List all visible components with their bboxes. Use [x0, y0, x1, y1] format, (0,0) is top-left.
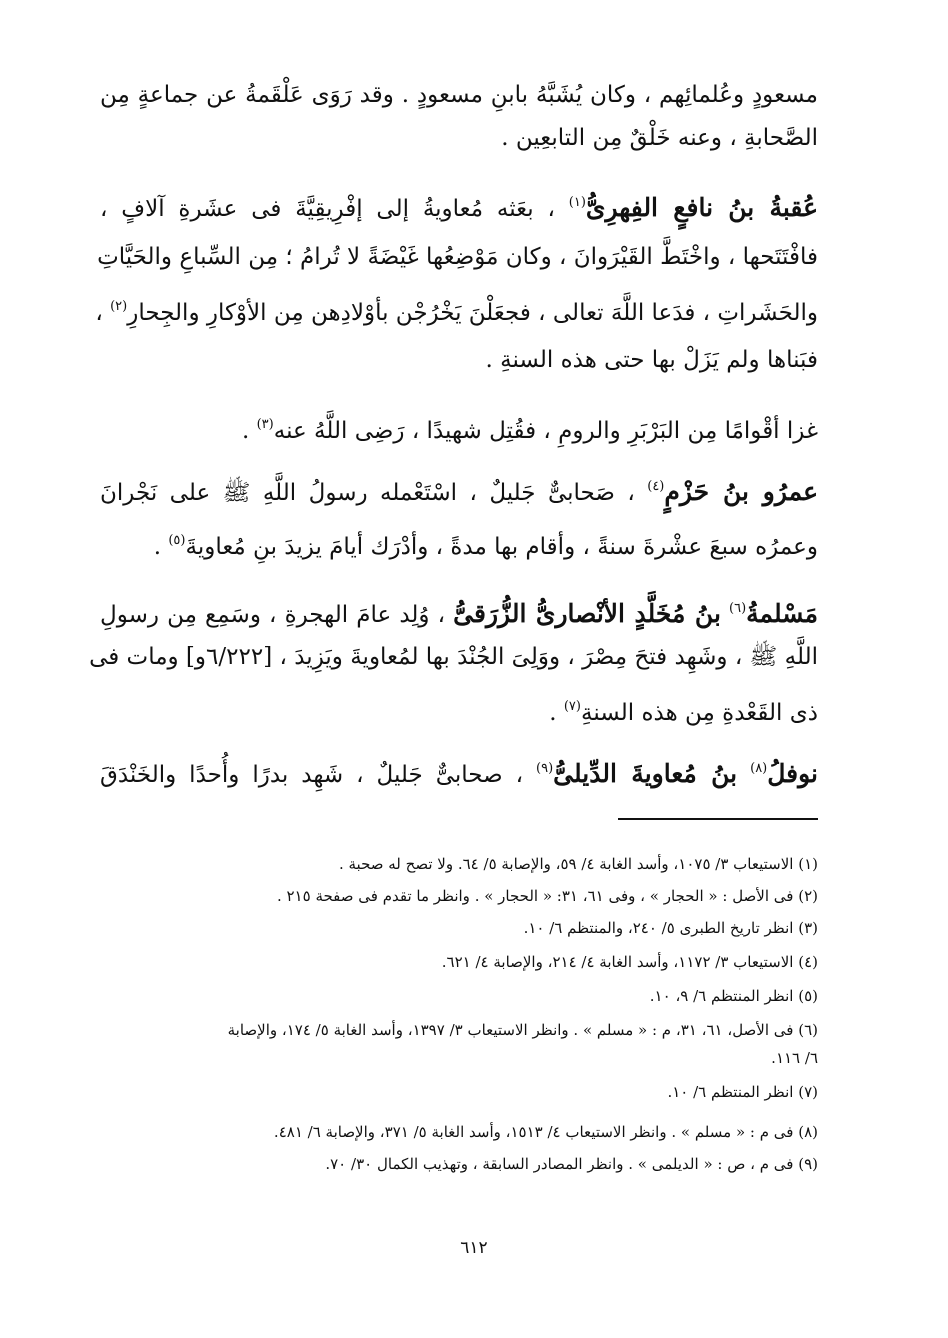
footnote-1: (١) الاستيعاب ٣/ ١٠٧٥، وأسد الغابة ٤/ ٥٩، والإصابة ٥/ ٦٤. ولا تصح له صحبة . — [338, 855, 818, 873]
footnote-ref-8: (٨) — [750, 761, 768, 776]
footnote-ref-3: (٣) — [256, 417, 274, 432]
footnote-6: (٦) فى الأصل، ٦١، ٣١، م : « مسلم » . وانظر الاستيعاب ٣/ ١٣٩٧، وأسد الغابة ٥/ ١٧٤، والإصابة — [227, 1021, 818, 1039]
footnote-ref-2: (٢) — [110, 299, 128, 314]
footnote-ref-7: (٧) — [563, 699, 581, 714]
entry-amr-line-1: عمرُو بنُ حَزْمٍ$^{(٤)}$ ، صَحابىٌّ جَليلٌ ، اسْتَعْمله رسولُ اللَّهِ ﷺ على نَجْرانَ — [100, 477, 819, 506]
text-line-7: غزا أقْوامًا مِن البَرْبَرِ والرومِ ، فقُتِل شهيدًا ، رَضِى اللَّهُ عنه$^{(٣)}$ . — [241, 417, 818, 444]
entry-name-uqba: عُقبةُ بنُ نافعٍ الفِهرِىُّ — [585, 193, 818, 222]
entry-uqba-line-4: فبَناها ولم يَزَلْ بها حتى هذه السنةِ . — [485, 347, 818, 373]
footnote-6-continued: ٦/ ١١٦. — [771, 1049, 818, 1067]
footnote-ref-1: (١) — [568, 195, 586, 210]
entry-uqba-line-1: عُقبةُ بنُ نافعٍ الفِهرِىُّ$^{(١)}$ ، بعَثه مُعاويةُ إلى إفْرِيقِيَّةَ فى عشَرةِ آلافٍ ، — [100, 193, 818, 222]
entry-name-maslama-b: بنُ مُخَلَّدٍ الأنْصارىُّ الزُّرَقىُّ — [453, 599, 721, 628]
footnote-ref-6: (٦) — [729, 601, 747, 616]
entry-maslama-line-1: مَسْلمةُ$^{(٦)}$ بنُ مُخَلَّدٍ الأنْصارىُّ الزُّرَقىُّ ، وُلِد عامَ الهجرةِ ، وسَمِع مِن رسولِ — [100, 599, 818, 628]
footnote-3: (٣) انظر تاريخ الطبرى ٥/ ٢٤٠، والمنتظم ٦/ ١٠. — [523, 919, 818, 937]
text-line-1: مسعودٍ وعُلمائِهم ، وكان يُشَبَّهُ بابنِ مسعودٍ . وقد رَوَى عَلْقَمةُ عن جماعةٍ مِن — [100, 82, 818, 108]
footnote-5: (٥) انظر المنتظم ٦/ ٩، ١٠. — [649, 987, 818, 1005]
footnote-7: (٧) انظر المنتظم ٦/ ١٠. — [667, 1083, 818, 1101]
entry-name-nawfal-a: نوفلُ — [767, 759, 819, 788]
entry-name-nawfal-b: بنُ مُعاويةَ الدِّيلىُّ — [553, 759, 738, 788]
entry-name-maslama-a: مَسْلمةُ — [746, 599, 818, 628]
footnote-ref-4: (٤) — [647, 479, 665, 494]
footnote-ref-9: (٩) — [536, 761, 554, 776]
footnote-8: (٨) فى م : « مسلم » . وانظر الاستيعاب ٤/ ١٥١٣، وأسد الغابة ٥/ ٣٧١، والإصابة ٦/ ٤٨١. — [273, 1123, 818, 1141]
footnote-4: (٤) الاستيعاب ٣/ ١١٧٢، وأسد الغابة ٤/ ٢١٤، والإصابة ٤/ ٦٢١. — [441, 953, 818, 971]
entry-maslama-line-3: ذى القَعْدةِ مِن هذه السنةِ$^{(٧)}$ . — [549, 699, 818, 726]
entry-uqba-line-3: والحَشَراتِ ، فدَعا اللَّهَ تعالى ، فجعَلْنَ يَخْرُجْن بأوْلادِهن مِن الأوْكارِ والجِحارِ$^{(٢)}$ ، — [95, 299, 818, 326]
page-number: ٦١٢ — [460, 1238, 488, 1258]
entry-name-amr: عمرُو بنُ حَزْمٍ — [664, 477, 819, 506]
text-line-2: الصَّحابةِ ، وعنه خَلْقٌ مِن التابعِين . — [501, 125, 818, 151]
footnote-2: (٢) فى الأصل : « الحجار » ، وفى ٦١، ٣١: « الحجار » . وانظر ما تقدم فى صفحة ٢١٥ . — [276, 887, 818, 905]
footnote-divider — [618, 818, 818, 820]
entry-maslama-line-2: اللَّهِ ﷺ ، وشَهِد فتحَ مِصْرَ ، ووَلِىَ الجُنْدَ بها لمُعاويةَ ويَزِيدَ ، [٦/٢٢٢و] ومات فى — [89, 644, 818, 670]
footnote-9: (٩) فى م ، ص : « الديلمى » . وانظر المصادر السابقة ، وتهذيب الكمال ٣٠/ ٧٠. — [325, 1155, 818, 1173]
footnote-ref-5: (٥) — [168, 533, 186, 548]
entry-uqba-line-2: فافْتَتَحها ، واخْتَطَّ القَيْرَوانَ ، وكان مَوْضِعُها غَيْضَةً لا تُرامُ ؛ مِن السِّباعِ والحَيَّاتِ — [97, 244, 818, 270]
entry-nawfal-line-1: نوفلُ$^{(٨)}$ بنُ مُعاويةَ الدِّيلىُّ$^{(٩)}$ ، صحابىٌّ جَليلٌ ، شَهِد بدرًا وأُحدًا والخَنْدَقَ — [100, 759, 819, 788]
entry-amr-line-2: وعمرُه سبعَ عشْرةَ سنةً ، وأقام بها مدةً ، وأدْرَك أيامَ يزيدَ بنِ مُعاويةَ$^{(٥)}$ . — [153, 533, 818, 560]
